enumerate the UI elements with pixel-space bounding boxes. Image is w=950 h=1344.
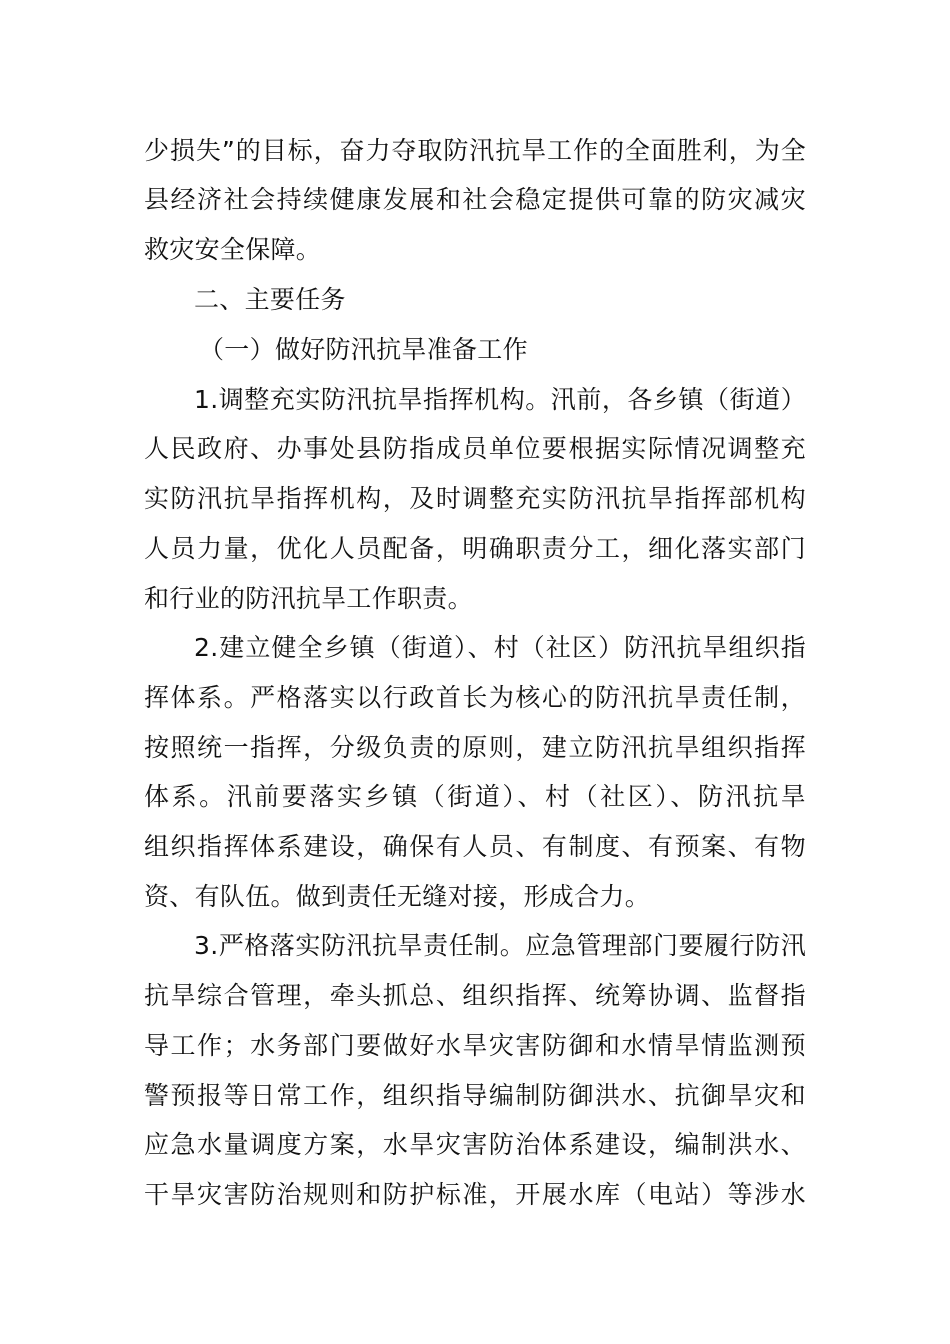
body-text-line: 少损失”的目标，奋力夺取防汛抗旱工作的全面胜利，为全 [144,136,806,165]
body-text-line: 人员力量，优化人员配备，明确职责分工，细化落实部门 [144,534,806,563]
subsection-heading: （一）做好防汛抗旱准备工作 [199,335,528,364]
body-text-line: 抗旱综合管理，牵头抓总、组织指挥、统筹协调、监督指 [144,981,806,1010]
body-text-line: 按照统一指挥，分级负责的原则，建立防汛抗旱组织指挥 [144,733,806,762]
paragraph-first-line: 1.调整充实防汛抗旱指挥机构。汛前，各乡镇（街道） [194,385,806,414]
body-text-line: 导工作；水务部门要做好水旱灾害防御和水情旱情监测预 [144,1031,806,1060]
body-text-line: 挥体系。严格落实以行政首长为核心的防汛抗旱责任制， [144,683,806,712]
body-text-line: 人民政府、办事处县防指成员单位要根据实际情况调整充 [144,434,806,463]
paragraph-first-line: 2.建立健全乡镇（街道）、村（社区）防汛抗旱组织指 [194,633,806,662]
section-heading: 二、主要任务 [194,285,346,314]
body-text-line: 应急水量调度方案，水旱灾害防治体系建设，编制洪水、 [144,1130,806,1159]
body-text-line: 和行业的防汛抗旱工作职责。 [144,584,473,613]
body-text-line: 救灾安全保障。 [144,235,322,264]
body-text-line: 干旱灾害防治规则和防护标准，开展水库（电站）等涉水 [144,1180,806,1209]
body-text-line: 组织指挥体系建设，确保有人员、有制度、有预案、有物 [144,832,806,861]
body-text-line: 实防汛抗旱指挥机构，及时调整充实防汛抗旱指挥部机构 [144,484,806,513]
paragraph-first-line: 3.严格落实防汛抗旱责任制。应急管理部门要履行防汛 [194,931,806,960]
body-text-line: 体系。汛前要落实乡镇（街道）、村（社区）、防汛抗旱 [144,782,806,811]
body-text-line: 资、有队伍。做到责任无缝对接，形成合力。 [144,882,651,911]
body-text-line: 警预报等日常工作，组织指导编制防御洪水、抗御旱灾和 [144,1081,806,1110]
body-text-line: 县经济社会持续健康发展和社会稳定提供可靠的防灾减灾 [144,185,806,214]
